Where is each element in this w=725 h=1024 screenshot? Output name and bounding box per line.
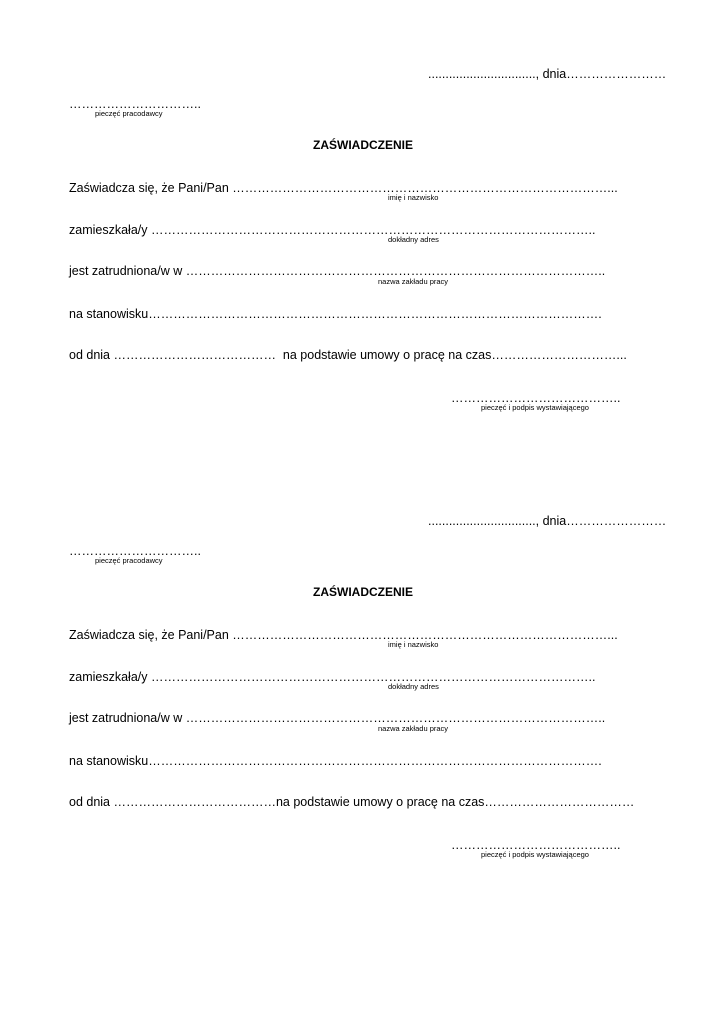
certificate-form-2 <box>0 447 725 894</box>
name-line: Zaświadcza się, że Pani/Pan ………………………………………………………………………………... <box>69 181 618 195</box>
address-line: zamieszkała/y …………………………………………………………………………………………….. <box>69 670 596 684</box>
signature-field: ………………………………….. <box>451 838 621 852</box>
address-caption: dokładny adres <box>388 682 439 691</box>
employer-stamp-caption: pieczęć pracodawcy <box>95 109 163 118</box>
signature-caption: pieczęć i podpis wystawiającego <box>481 850 589 859</box>
employer-caption: nazwa zakładu pracy <box>378 277 449 286</box>
employer-stamp-field: ………………………….. <box>69 97 201 111</box>
address-line: zamieszkała/y …………………………………………………………………………………………….. <box>69 223 596 237</box>
employer-stamp-caption: pieczęć pracodawcy <box>95 556 163 565</box>
document-title: ZAŚWIADCZENIE <box>313 138 413 152</box>
position-line: na stanowisku………………………………………………………………………………………………. <box>69 307 602 321</box>
date-line: ..............................., dnia…………………… <box>428 67 667 81</box>
address-caption: dokładny adres <box>388 235 439 244</box>
date-line: ..............................., dnia…………………… <box>428 514 667 528</box>
position-line: na stanowisku………………………………………………………………………………………………. <box>69 754 602 768</box>
certificate-form-1 <box>0 0 725 447</box>
contract-line: od dnia …………………………………na podstawie umowy o pracę na czas……………………………… <box>69 795 635 809</box>
name-caption: imię i nazwisko <box>388 193 439 202</box>
employer-caption: nazwa zakładu pracy <box>378 724 449 733</box>
signature-field: ………………………………….. <box>451 391 621 405</box>
contract-line: od dnia ………………………………… na podstawie umowy o pracę na czas…………………………... <box>69 348 627 362</box>
employer-line: jest zatrudniona/w w ……………………………………………………………………………………….. <box>69 711 606 725</box>
document-title: ZAŚWIADCZENIE <box>313 585 413 599</box>
name-caption: imię i nazwisko <box>388 640 439 649</box>
employer-stamp-field: ………………………….. <box>69 544 201 558</box>
employer-line: jest zatrudniona/w w ……………………………………………………………………………………….. <box>69 264 606 278</box>
name-line: Zaświadcza się, że Pani/Pan ………………………………………………………………………………... <box>69 628 618 642</box>
signature-caption: pieczęć i podpis wystawiającego <box>481 403 589 412</box>
